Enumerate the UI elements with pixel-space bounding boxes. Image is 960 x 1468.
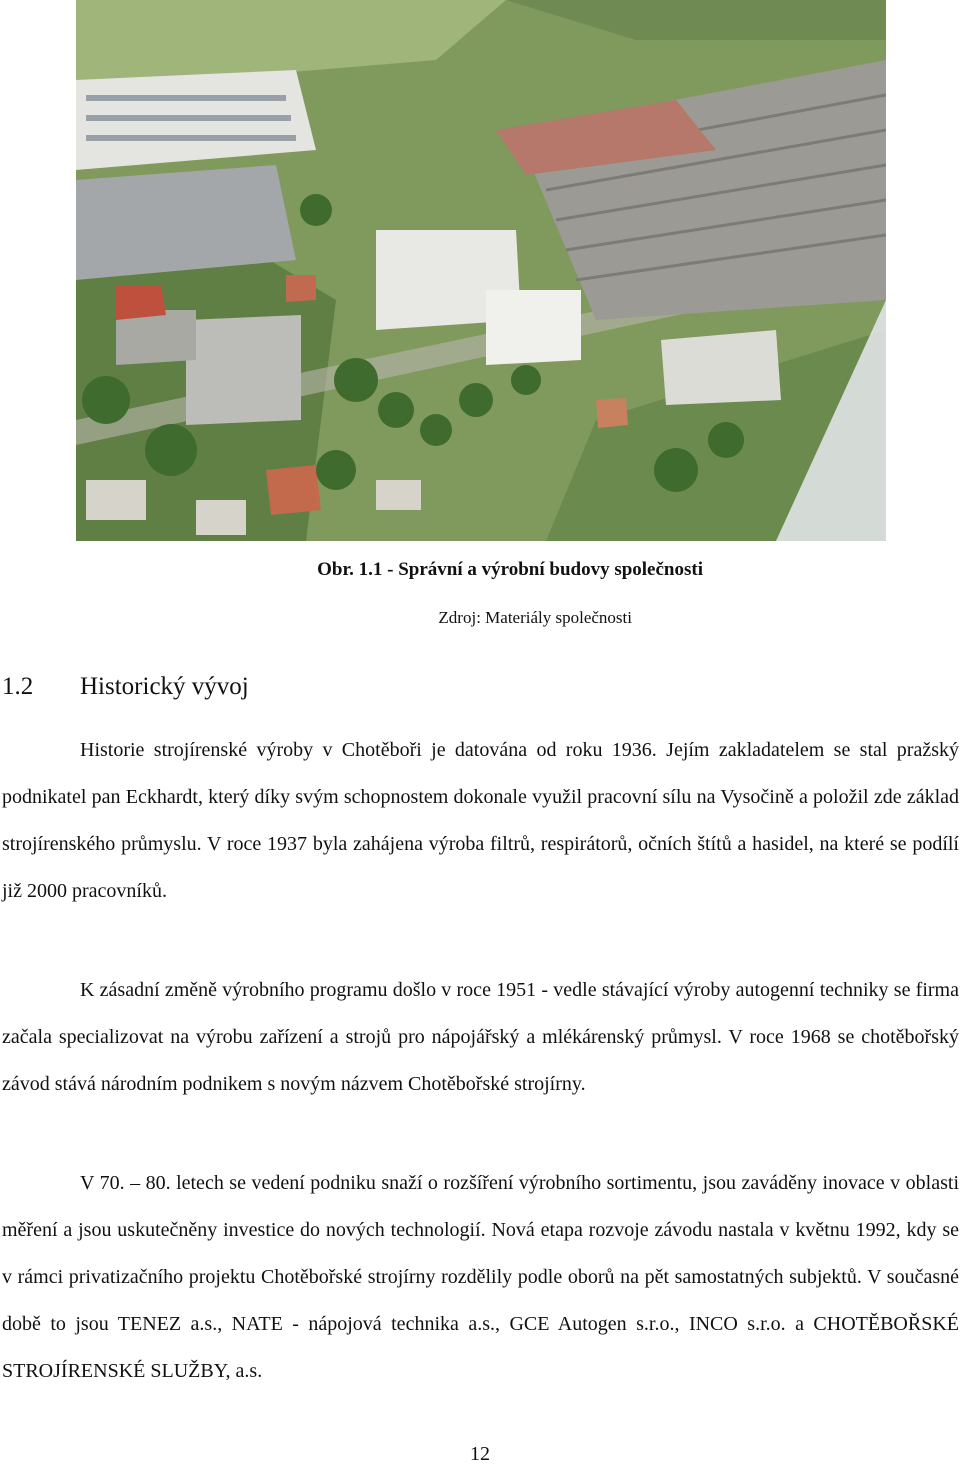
section-title: Historický vývoj bbox=[80, 673, 249, 700]
section-heading bbox=[2, 673, 249, 701]
paragraph-program-change: K zásadní změně výrobního programu došlo v roce 1951 - vedle stávající výroby autogenní techniky se firma začala specializovat na výrobu zařízení a strojů pro nápojářský a mlékárenský průmysl. V roce 1968 se chotěbořský závod stává národním podnikem s novým názvem Chotěbořské strojírny. bbox=[2, 979, 959, 1095]
figure-source: Zdroj: Materiály společnosti bbox=[438, 608, 632, 627]
page-number: 12 bbox=[470, 1443, 490, 1465]
aerial-photo-factory bbox=[76, 0, 886, 541]
paragraph-history: Historie strojírenské výroby v Chotěboři je datována od roku 1936. Jejím zakladatelem se stal pražský podnikatel pan Eckhardt, který díky svým schopnostem dokonale využil pracovní sílu na Vysočině a položil zde základ strojírenského průmyslu. V roce 1937 byla zahájena výroba filtrů, respirátorů, očních štítů a hasidel, na které se podílí již 2000 pracovníků. bbox=[2, 739, 959, 902]
figure-caption: Obr. 1.1 - Správní a výrobní budovy společnosti bbox=[317, 559, 703, 580]
section-number: 1.2 bbox=[2, 673, 34, 700]
paragraph-privatization: V 70. – 80. letech se vedení podniku snaží o rozšíření výrobního sortimentu, jsou zaváděny inovace v oblasti měření a jsou uskutečněny investice do nových technologií. Nová etapa rozvoje závodu nastala v květnu 1992, kdy se v rámci privatizačního projektu Chotěbořské strojírny rozdělily podle oborů na pět samostatných subjektů. V současné době to jsou TENEZ a.s., NATE - nápojová technika a.s., GCE Autogen s.r.o., INCO s.r.o. a CHOTĚBOŘSKÉ STROJÍRENSKÉ SLUŽBY, a.s. bbox=[2, 1172, 959, 1382]
